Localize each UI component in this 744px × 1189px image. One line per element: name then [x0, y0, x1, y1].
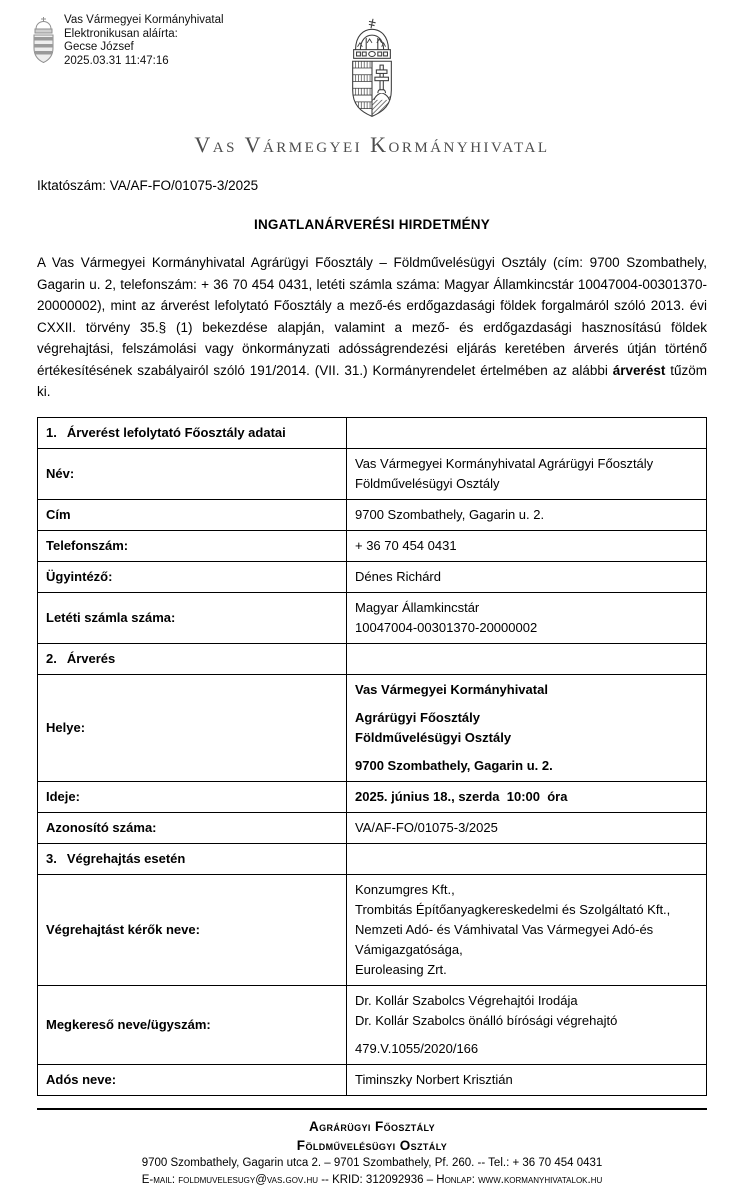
row-label-megkereso: Megkereső neve/ügyszám: — [38, 985, 347, 1064]
coat-of-arms-logo — [343, 16, 401, 123]
header-logo — [37, 16, 707, 123]
section-1-number: 1. — [46, 424, 57, 440]
stamp-line-1: Vas Vármegyei Kormányhivatal — [64, 14, 224, 26]
row-label-helye: Helye: — [38, 674, 347, 781]
table-section-row-1 — [38, 417, 707, 448]
row-value-ados — [347, 1064, 707, 1095]
table-row-ugyintezo — [38, 561, 707, 592]
intro-part-1: A Vas Vármegyei Kormányhivatal Agrárügyi Főosztály – Földművelésügyi Osztály (cím: 9700 Szombathely, Gagarin u. 2, telefonszám: + 36 70 454 0431, letéti számla száma: Magyar Államkincstár 10047004-00301370-20000002), mint az árverést lefolytató Főosztály a mező-és erdőgazdasági földek forgalmáról szóló 2013. évi CXXII. törvény 35.§ (1) bekezdése alapján, valamint a mező- és erdőgazdasági hasznosítású földek végrehajtási, felszámolási vagy önkormányzati adósságrendezési eljárás keretében árverés útján történő értékesítésének szabályairól szóló 191/2014. (VII. 31.) Kormányrendelet értelmében az alábbi — [37, 255, 707, 378]
value-line: Magyar Államkincstár — [355, 599, 480, 615]
row-value-vegrehajtast-kerok — [347, 874, 707, 985]
row-label-cim: Cím — [38, 499, 347, 530]
value-line: Euroleasing Zrt. — [355, 961, 447, 977]
value-line: Dénes Richárd — [355, 568, 441, 584]
stamp-line-2: Elektronikusan aláírta: — [64, 27, 178, 40]
value-line: Trombitás Építőanyagkereskedelmi és Szolgáltató Kft., — [355, 901, 671, 917]
row-value-ugyintezo — [347, 561, 707, 592]
value-line: Konzumgres Kft., — [355, 881, 455, 897]
table-row-cim — [38, 499, 707, 530]
stamp-line-4: 2025.03.31 11:47:16 — [64, 54, 169, 67]
value-line: VA/AF-FO/01075-3/2025 — [355, 819, 498, 835]
table-row-leteti-szamla — [38, 592, 707, 643]
value-line: Vas Vármegyei Kormányhivatal — [355, 681, 548, 697]
row-value-megkereso — [347, 985, 707, 1064]
table-row-ados — [38, 1064, 707, 1095]
table-row-nev — [38, 448, 707, 499]
table-row-azonosito — [38, 812, 707, 843]
header-band — [37, 14, 707, 126]
value-line: Földművelésügyi Osztály — [355, 475, 500, 491]
value-line: Vámigazgatósága, — [355, 941, 463, 957]
row-value-telefonszam — [347, 530, 707, 561]
section-1-title: Árverést lefolytató Főosztály adatai — [66, 424, 286, 440]
table-row-telefonszam — [38, 530, 707, 561]
table-row-megkereso — [38, 985, 707, 1064]
case-number-value: VA/AF-FO/01075-3/2025 — [109, 178, 259, 193]
row-label-ados: Adós neve: — [38, 1064, 347, 1095]
stamp-line-3: Gecse József — [64, 41, 134, 53]
value-line: Dr. Kollár Szabolcs önálló bírósági végrehajtó — [355, 1012, 618, 1028]
value-line: 9700 Szombathely, Gagarin u. 2. — [355, 506, 545, 522]
section-3-number: 3. — [46, 850, 57, 866]
row-value-nev — [347, 448, 707, 499]
footer-contact: E-mail: foldmuvelesugy@vas.gov.hu -- KRID: 312092936 – Honlap: www.kormanyhivatalok.hu — [141, 1173, 603, 1186]
section-2-empty-cell — [347, 643, 707, 674]
intro-part-2: tűzöm ki. — [37, 362, 707, 399]
row-value-helye — [347, 674, 707, 781]
row-label-ugyintezo: Ügyintéző: — [38, 561, 347, 592]
case-number-label: Iktatószám: — [37, 178, 107, 193]
section-3-title: Végrehajtás esetén — [66, 850, 186, 866]
value-line: Vas Vármegyei Kormányhivatal Agrárügyi Főosztály — [355, 455, 654, 471]
row-label-vegrehajtast-kerok: Végrehajtást kérők neve: — [38, 874, 347, 985]
row-label-azonosito: Azonosító száma: — [38, 812, 347, 843]
value-line: Nemzeti Adó- és Vámhivatal Vas Vármegyei Adó-és — [355, 921, 654, 937]
table-section-row-3 — [38, 843, 707, 874]
row-value-azonosito — [347, 812, 707, 843]
value-line: Földművelésügyi Osztály — [355, 729, 512, 745]
org-title: Vas Vármegyei Kormányhivatal — [194, 132, 550, 157]
table-row-helye — [38, 674, 707, 781]
value-line: + 36 70 454 0431 — [355, 537, 457, 553]
section-2-number: 2. — [46, 650, 57, 666]
section-2-title: Árverés — [66, 650, 116, 666]
value-line: 10047004-00301370-20000002 — [355, 619, 538, 635]
value-line: Timinszky Norbert Krisztián — [355, 1071, 513, 1087]
intro-bold-word: árverést — [612, 362, 666, 378]
row-label-nev: Név: — [38, 448, 347, 499]
section-1-empty-cell — [347, 417, 707, 448]
value-line: 479.V.1055/2020/166 — [355, 1040, 479, 1056]
auction-table — [37, 417, 707, 1096]
table-section-row-2 — [38, 643, 707, 674]
row-value-leteti-szamla — [347, 592, 707, 643]
row-label-ideje: Ideje: — [38, 781, 347, 812]
case-number-line — [37, 178, 707, 193]
document-title: INGATLANÁRVERÉSI HIRDETMÉNY — [254, 217, 490, 232]
footer-dept-1: Agrárügyi Főosztály — [308, 1118, 436, 1134]
row-label-leteti-szamla: Letéti számla száma: — [38, 592, 347, 643]
value-line: Dr. Kollár Szabolcs Végrehajtói Irodája — [355, 992, 578, 1008]
value-line: Agrárügyi Főosztály — [355, 709, 480, 725]
table-row-vegrehajtast-kerok — [38, 874, 707, 985]
section-3-empty-cell — [347, 843, 707, 874]
footer-address: 9700 Szombathely, Gagarin utca 2. – 9701 Szombathely, Pf. 260. -- Tel.: + 36 70 454 0431 — [141, 1156, 603, 1169]
value-line: 2025. június 18., szerda 10:00 óra — [355, 788, 568, 804]
page-footer — [37, 1108, 707, 1189]
row-value-cim — [347, 499, 707, 530]
row-label-telefonszam: Telefonszám: — [38, 530, 347, 561]
table-row-ideje — [38, 781, 707, 812]
intro-paragraph — [37, 252, 707, 403]
value-line: 9700 Szombathely, Gagarin u. 2. — [355, 757, 553, 773]
footer-dept-2: Földművelésügyi Osztály — [296, 1137, 448, 1153]
row-value-ideje — [347, 781, 707, 812]
